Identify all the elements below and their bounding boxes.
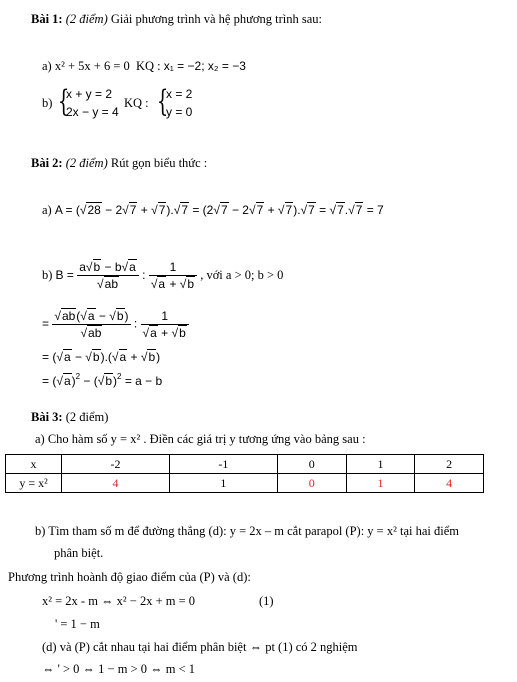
table-header-y: y = x²	[6, 474, 62, 493]
bai2-b-step2: = (√a − √b).(√a + √b)	[42, 350, 161, 364]
bai3-heading	[31, 410, 108, 425]
bai1-b-label: b)	[42, 96, 53, 110]
bai2-a-label: a)	[42, 203, 52, 217]
solution-intro: Phương trình hoành độ giao điểm của (P) và (d):	[8, 570, 251, 584]
solution-equation	[42, 594, 462, 609]
bai1-b-r1: x = 2	[166, 87, 193, 101]
bai1-a-label: a)	[42, 59, 52, 73]
delta-line: ' = 1 − m	[55, 617, 100, 631]
bai1-b-eq2: 2x − y = 4	[66, 105, 119, 119]
table-cell: 1	[169, 474, 277, 493]
bai2-desc: Rút gọn biểu thức :	[110, 156, 208, 170]
table-header-x: x	[6, 455, 62, 474]
table-cell: 0	[277, 474, 346, 493]
bai1-a-result: x₁ = −2; x₂ = −3	[163, 59, 246, 73]
left-brace-icon: {	[156, 84, 169, 119]
bai1-desc: Giải phương trình và hệ phương trình sau:	[110, 12, 322, 26]
equation-main: x² = 2x - m ⇔ x² − 2x + m = 0	[42, 594, 196, 608]
table-cell: 2	[415, 455, 484, 474]
bai2-a-expression: A = (√28 − 2√7 + √7).√7 = (2√7 − 2√7 + √7).√7 = √7.√7 = 7	[54, 203, 384, 217]
table-row	[6, 455, 484, 474]
bai2-b-condition: , với a > 0; b > 0	[200, 268, 284, 282]
bai1-title: Bài 1:	[31, 12, 63, 26]
bai1-b-eq1: x + y = 2	[66, 87, 113, 101]
equation-tag: (1)	[259, 594, 274, 608]
bai1-a-kq: KQ :	[136, 59, 161, 73]
bai1-points: (2 điểm)	[65, 12, 108, 26]
bai2-points: (2 điểm)	[65, 156, 108, 170]
table-cell: 4	[62, 474, 170, 493]
bai2-heading	[31, 156, 207, 171]
final-line: ⇔ ' > 0 ⇔ 1 − m > 0 ⇔ m < 1	[42, 662, 196, 676]
table-cell: 1	[346, 455, 415, 474]
bai1-a	[42, 59, 246, 74]
bai3-points: (2 điểm)	[65, 410, 109, 424]
table-cell: -2	[62, 455, 170, 474]
bai3-a-text: a) Cho hàm số y = x² . Điền các giá trị y tương ứng vào bảng sau :	[35, 432, 366, 446]
bai1-b-r2: y = 0	[166, 105, 193, 119]
table-cell: 1	[346, 474, 415, 493]
bai2-b-expression: B = $\frac{a√b - b√a}{√ab}$ : $\frac{1}{√a + √b}$	[56, 268, 198, 282]
bai1-heading	[31, 12, 322, 27]
table-cell: 4	[415, 474, 484, 493]
bai1-b-kq: KQ :	[124, 96, 149, 110]
bai3-b-line1: b) Tìm tham số m để đường thẳng (d): y = 2x – m cắt parapol (P): y = x² tại hai điểm	[35, 524, 459, 538]
bai3-b-line2: phân biệt.	[54, 546, 104, 560]
table-row	[6, 474, 484, 493]
bai2-a	[42, 203, 384, 218]
bai2-b-step1: = $\frac{√ab(√a - √b)}{√ab}$ : $\frac{1}{√a + √b}$	[42, 309, 189, 340]
values-table	[5, 454, 484, 493]
bai2-title: Bài 2:	[31, 156, 63, 170]
bai1-a-equation: x² + 5x + 6 = 0	[54, 59, 130, 73]
bai3-title: Bài 3:	[31, 410, 63, 424]
bai2-b-label: b)	[42, 268, 53, 282]
bai2-b-step3: = $(√a)^2 - (√b)^2 = a - b$	[42, 372, 163, 388]
table-cell: -1	[169, 455, 277, 474]
bai2-b	[42, 260, 283, 291]
condition-line: (d) và (P) cắt nhau tại hai điểm phân biệt ⇔ pt (1) có 2 nghiệm	[42, 640, 358, 654]
left-brace-icon: {	[57, 84, 70, 119]
table-cell: 0	[277, 455, 346, 474]
